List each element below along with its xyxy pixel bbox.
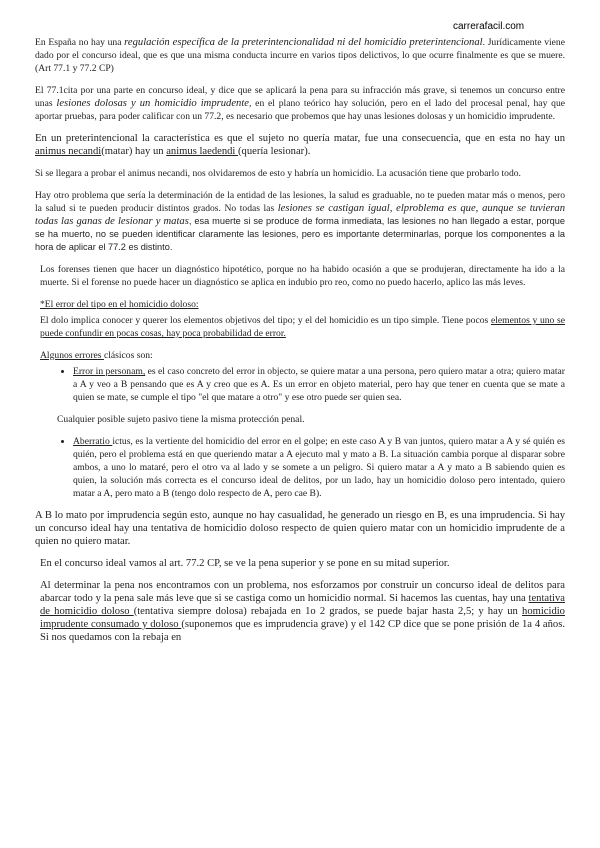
paragraph-dolo: El dolo implica conocer y querer los elementos objetivos del tipo; y el del homicidio es un tipo simple. Tiene pocos elementos y uno se puede confundir en pocas cosas, hay poca probabilidad de error. xyxy=(40,315,565,339)
paragraph-sujeto-pasivo: Cualquier posible sujeto pasivo tiene la misma protección penal. xyxy=(57,414,305,425)
paragraph-animus-necandi: Si se llegara a probar el animus necandi, nos olvidaremos de esto y habría un homicidio. La acusación tiene que probarlo todo. xyxy=(35,168,521,179)
paragraph-preterintencional: En un preterintencional la característica es que el sujeto no quería matar, fue una consecuencia, que en esta no hay un animus necandi(matar) hay un animus laedendi (quería lesionar). xyxy=(35,133,565,157)
paragraph-entidad-lesiones: Hay otro problema que sería la determinación de la entidad de las lesiones, la salud es graduable, no te pueden matar más o menos, pero la salud si te pueden producir distintos grados. No todas las lesiones se castigan igual, elproblema es que, aunque se tuvieran todas las ganas de lesionar y matas, esa muerte si se produce de forma inmediata, las lesiones no han llegado a estar, porque se ha muerto, no se pueden identificar claramente las lesiones, pero es importante determinarlas, porque los componentes a la hora de aplicar el 77.2 es distinto. xyxy=(35,190,565,252)
list-item-error-in-personam: • Error in personam, es el caso concreto del error in objecto, se quiere matar a una persona, pero quiero matar a otra; quiero matar a A y veo a B pensando que es A y creo que es A. Es un error en objeto material, pero hay que tener en cuenta que se mate a quien se mate, se cumple el tipo "el que matare a otro" y ese otro puede ser quien sea. xyxy=(73,365,565,404)
paragraph-imprudencia: A B lo mato por imprudencia según esto, aunque no hay casualidad, he generado un riesgo en B, es una imprudencia. Si hay un concurso ideal hay una tentativa de homicidio doloso respecto de quien quiero matar con un homicidio imprudente de a quien no quiero matar. xyxy=(35,510,565,547)
paragraph-regulacion: En España no hay una regulación específica de la preterintencionalidad ni del homicidio preterintencional. Jurídicamente viene dado por el concurso ideal, que es que una misma conducta incurre en varios tipos delictivos, lo que ocurre finalmente es que se muere. (Art 77.1 y 77.2 CP) xyxy=(35,37,565,74)
paragraph-forenses: Los forenses tienen que hacer un diagnóstico hipotético, porque no ha habido ocasión a que se produjeran, directamente ha ido a la muerte. Si el forense no puede hacer un diagnóstico se aplica en indubio pro reo, como no puedo hacerlo, aplico las más leves. xyxy=(40,264,565,288)
emphasis-lesiones-homicidio: lesiones dolosas y un homicidio imprudente xyxy=(56,98,249,109)
paragraph-errores-clasicos: Algunos errores clásicos son: xyxy=(40,350,153,361)
errors-list-1 xyxy=(35,365,565,404)
paragraph-determinar-pena: Al determinar la pena nos encontramos con un problema, nos esforzamos por construir un concurso ideal de delitos para abarcar todo y la pena sale más leve que si se castiga como un homicidio normal. Si hacemos las cuentas, hay una tentativa de homicidio doloso (tentativa siempre dolosa) rebajada en 1o 2 grados, se puede bajar hasta 2,5; y hay un homicidio imprudente consumado y doloso (suponemos que es imprudencia grave) y el 142 CP dice que se pone prisión de 1a 4 años. Si nos quedamos con la rebaja en xyxy=(40,580,565,643)
list-item-aberratio-ictus: • Aberratio ictus, es la vertiente del homicidio del error en el golpe; en este caso A y B van juntos, quiero matar a A y sé quién es quién, pero el problema está en que queriendo matar a A ejecuto mal y mato a B. La situación cambia porque al disparar sobre ambos, a uno lo mataré, pero el otro va al lado y se somete a un peligro. Si quiero matar a A y mato a B sabiendo quien es quien, la solución más correcta es el concurso ideal de delitos, por un lado, hay un homicidio doloso pero intentado, quiero matar a A, pero mato a B (tengo dolo respecto de A, pero cae B). xyxy=(73,435,565,500)
emphasis-regulacion: regulación específica de la preterintencionalidad ni del homicidio preterintencional xyxy=(124,37,483,48)
term-error-in-personam: Error in personam, xyxy=(73,366,146,377)
term-aberratio: Aberratio xyxy=(73,436,113,447)
paragraph-concurso-ideal: El 77.1cita por una parte en concurso ideal, y dice que se aplicará la pena para su infracción más grave, si tenemos un concurso entre unas lesiones dolosas y un homicidio imprudente, en el plano teórico hay solución, pero en el lado del procesal penal, hay que aportar pruebas, para poder calificar con un 77.2, es necesario que probemos que hay unas lesiones dolosas y un homicidio imprudente. xyxy=(35,85,566,122)
section-heading-error-tipo: *El error del tipo en el homicidio doloso: xyxy=(40,299,199,310)
paragraph-art-77-2: En el concurso ideal vamos al art. 77.2 CP, se ve la pena superior y se pone en su mitad superior. xyxy=(40,558,450,569)
document-body xyxy=(35,36,565,653)
site-watermark: carrerafacil.com xyxy=(453,21,525,32)
underline-homicidio-imprudente: homicidio imprudente consumado y doloso xyxy=(40,606,565,630)
underline-elementos: elementos y uno se puede confundir en pocas cosas, hay poca probabilidad de error. xyxy=(40,315,565,339)
term-animus-necandi: animus necandi xyxy=(35,146,102,157)
emphasis-castigo: lesiones se castigan igual, elproblema es que, aunque se tuvieran todas las ganas de lesionar y matas xyxy=(35,203,565,227)
underline-tentativa: tentativa de homicidio doloso xyxy=(40,593,565,617)
errors-list-2 xyxy=(35,435,565,500)
term-animus-laedendi: animus laedendi xyxy=(166,146,239,157)
